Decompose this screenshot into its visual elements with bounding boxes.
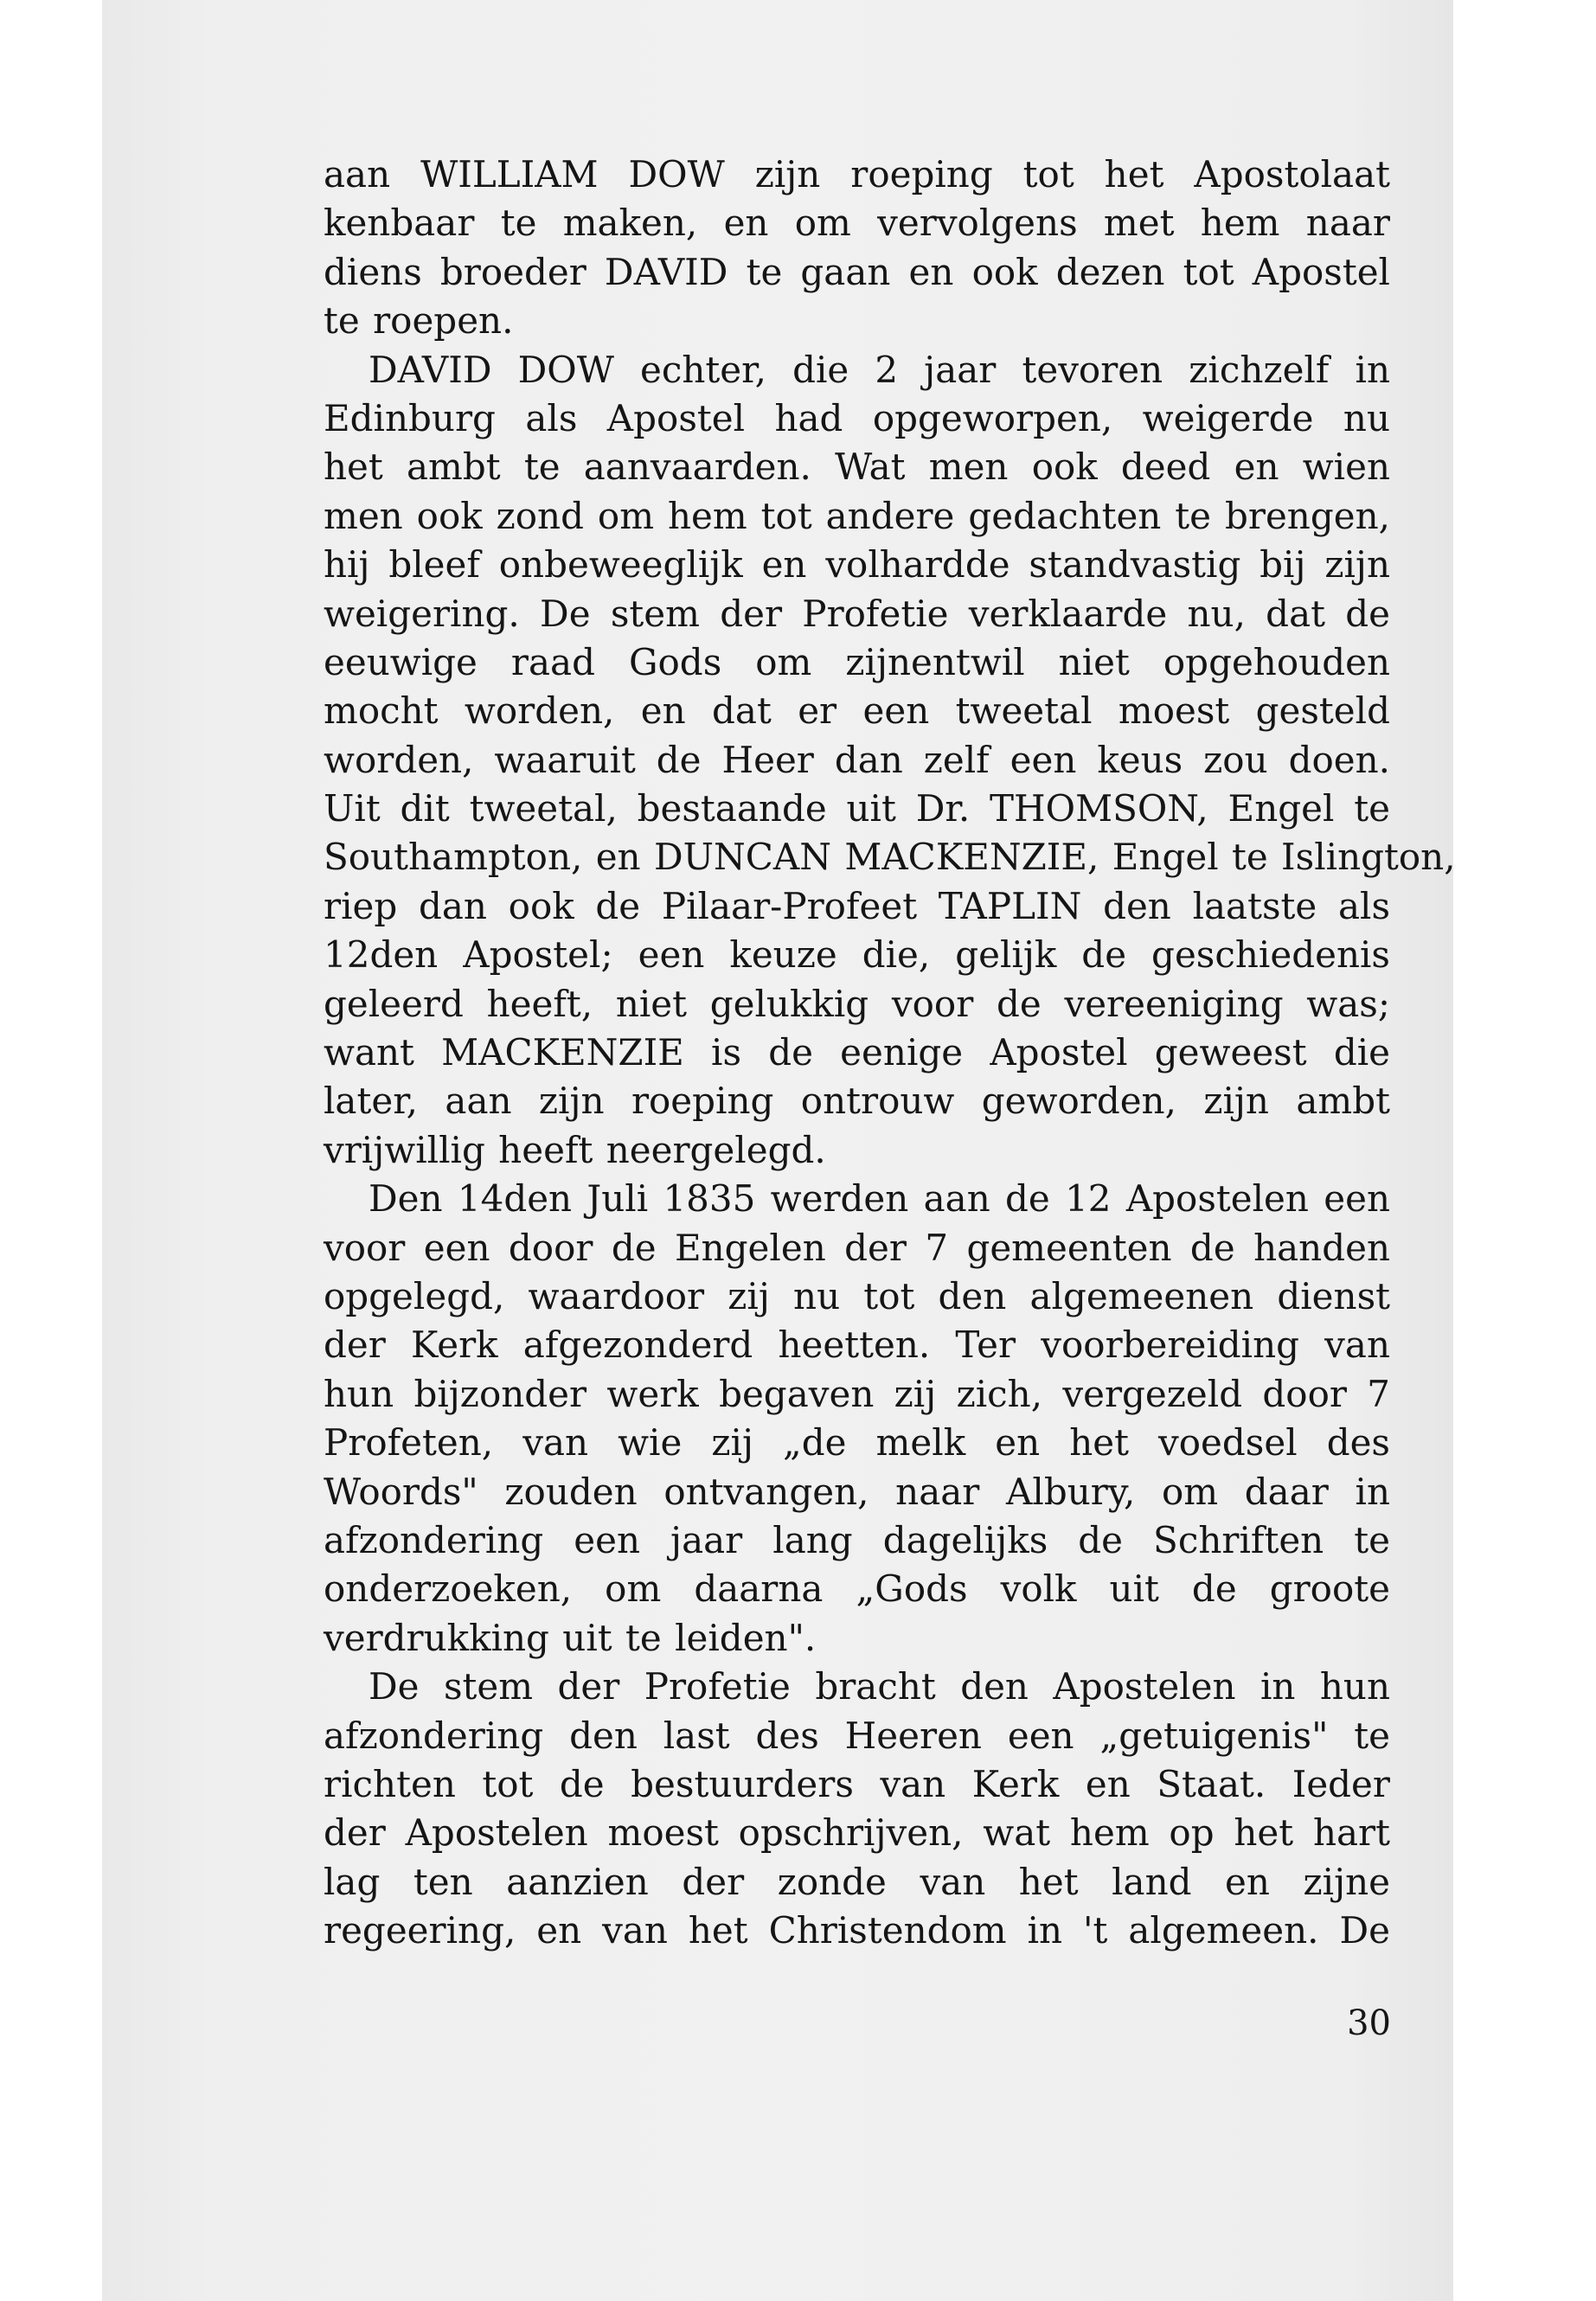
text-line: riep dan ook de Pilaar-Profeet TAPLIN den laatste als [324,884,1390,927]
text-line: weigering. De stem der Profetie verklaarde nu, dat de [324,592,1390,635]
text-line: Profeten, van wie zij „de melk en het voedsel des [324,1421,1390,1465]
text-line: kenbaar te maken, en om vervolgens met hem naar [324,202,1390,245]
text-line: aan WILLIAM DOW zijn roeping tot het Apostolaat [324,153,1390,195]
text-line: eeuwige raad Gods om zijnentwil niet opgehouden [324,640,1390,683]
text-line: mocht worden, en dat er een tweetal moest gesteld [324,689,1390,733]
text-line: want MACKENZIE is de eenige Apostel geweest die [324,1031,1390,1074]
text-line: der Kerk afgezonderd heetten. Ter voorbereiding van [324,1324,1390,1367]
text-line: onderzoeken, om daarna „Gods volk uit de groote [324,1567,1390,1611]
text-line: Southampton, en DUNCAN MACKENZIE, Engel te Islington, [324,836,1456,879]
text-line: der Apostelen moest opschrijven, wat hem op het hart [324,1811,1390,1855]
body-text [324,151,1456,1955]
text-line: hij bleef onbeweeglijk en volhardde standvastig bij zijn [324,543,1390,586]
text-line: Den 14den Juli 1835 werden aan de 12 Apostelen een [369,1177,1390,1221]
text-line: 12den Apostel; een keuze die, gelijk de geschiedenis [324,933,1390,977]
text-line: worden, waaruit de Heer dan zelf een keus zou doen. [324,738,1390,781]
text-line: diens broeder DAVID te gaan en ook dezen tot Apostel [324,250,1390,293]
text-line: Edinburg als Apostel had opgeworpen, weigerde nu [324,396,1390,439]
text-line: Woords" zouden ontvangen, naar Albury, om daar in [324,1470,1390,1513]
text-line: lag ten aanzien der zonde van het land en zijne [324,1860,1390,1903]
page-number: 30 [1347,2003,1391,2043]
text-line: verdrukking uit te leiden". [324,1616,817,1659]
text-line: DAVID DOW echter, die 2 jaar tevoren zichzelf in [369,348,1390,391]
text-line: later, aan zijn roeping ontrouw geworden, zijn ambt [324,1080,1390,1123]
text-line: hun bijzonder werk begaven zij zich, vergezeld door 7 [324,1372,1390,1415]
text-line: vrijwillig heeft neergelegd. [324,1128,826,1171]
text-line: afzondering een jaar lang dagelijks de Schriften te [324,1518,1390,1561]
text-line: afzondering den last des Heeren een „getuigenis" te [324,1714,1390,1757]
text-line: Uit dit tweetal, bestaande uit Dr. THOMSON, Engel te [324,787,1390,830]
text-line: geleerd heeft, niet gelukkig voor de vereeniging was; [324,982,1390,1025]
text-line: opgelegd, waardoor zij nu tot den algemeenen dienst [324,1274,1390,1317]
text-line: voor een door de Engelen der 7 gemeenten de handen [324,1226,1390,1269]
text-line: De stem der Profetie bracht den Apostelen in hun [369,1665,1390,1708]
text-line: regeering, en van het Christendom in 't algemeen. De [324,1909,1390,1952]
text-line: men ook zond om hem tot andere gedachten te brengen, [324,494,1390,537]
text-line: richten tot de bestuurders van Kerk en Staat. Ieder [324,1762,1390,1805]
text-line: het ambt te aanvaarden. Wat men ook deed en wien [324,445,1390,489]
text-line: te roepen. [324,299,514,343]
